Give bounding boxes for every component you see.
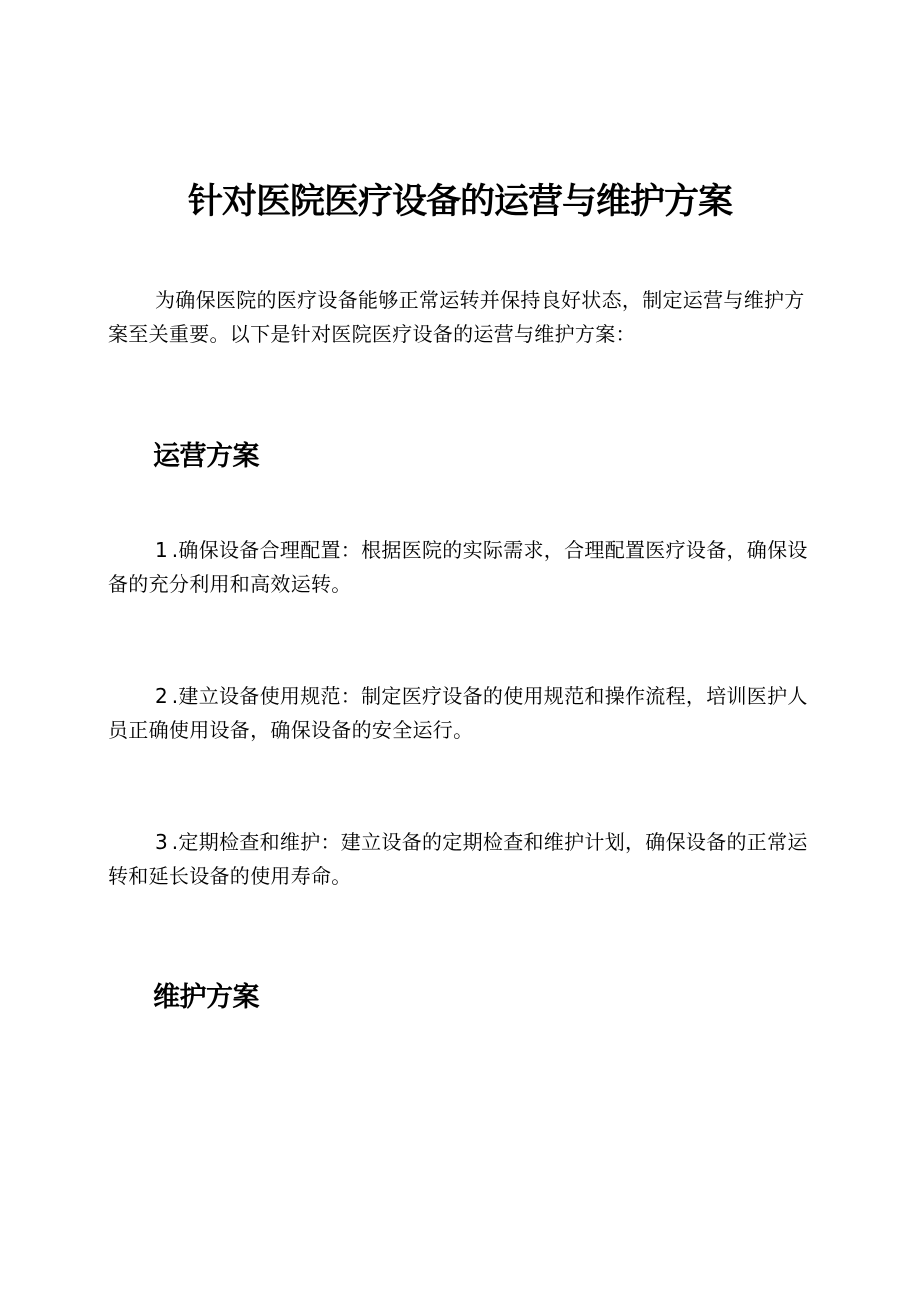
list-item [108, 679, 820, 747]
document-title: 针对医院医疗设备的运营与维护方案 [187, 182, 732, 222]
intro-paragraph: 为确保医院的医疗设备能够正常运转并保持良好状态，制定运营与维护方案至关重要。以下是针对医院医疗设备的运营与维护方案： [108, 288, 805, 346]
list-item-text: .定期检查和维护：建立设备的定期检查和维护计划，确保设备的正常运转和延长设备的使用寿命。 [108, 830, 808, 888]
list-item-text: .建立设备使用规范：制定医疗设备的使用规范和操作流程，培训医护人员正确使用设备，确保设备的安全运行。 [108, 684, 808, 742]
list-item-text: .确保设备合理配置：根据医院的实际需求，合理配置医疗设备，确保设备的充分利用和高效运转。 [108, 538, 808, 596]
section-heading-operations: 运营方案 [153, 441, 259, 472]
list-item-number: 3 [155, 830, 170, 854]
list-item-number: 1 [155, 538, 170, 562]
section-heading-maintenance: 维护方案 [153, 982, 259, 1013]
list-item [108, 825, 820, 893]
list-item [108, 533, 820, 601]
list-item-number: 2 [155, 684, 170, 708]
